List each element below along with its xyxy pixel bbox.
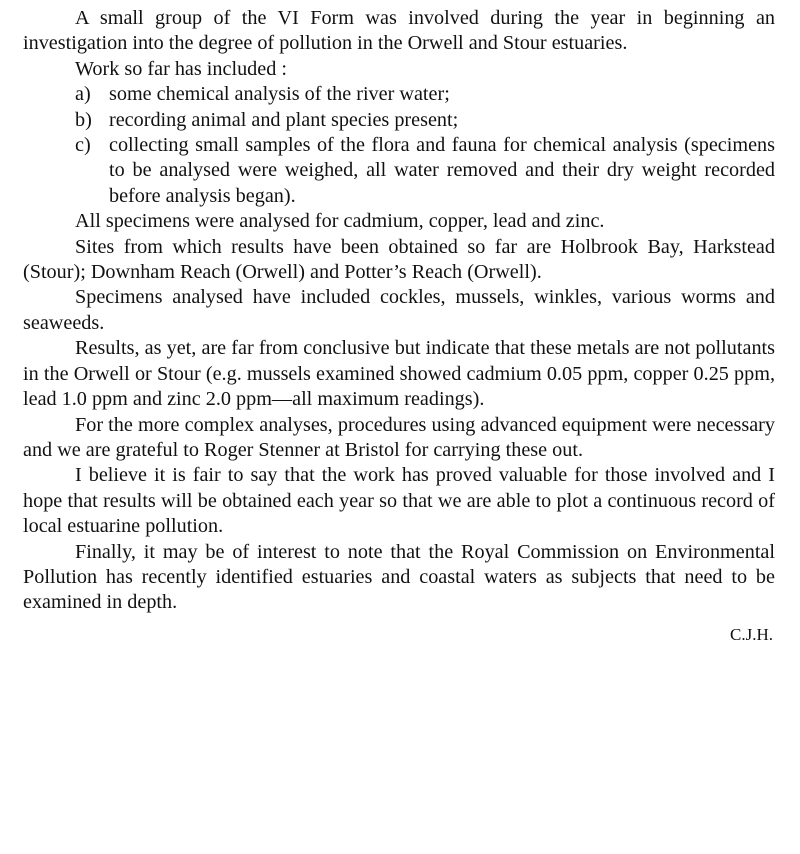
paragraph-specimens: Specimens analysed have included cockles, mussels, winkles, various worms and seaweeds. <box>23 286 775 334</box>
list-marker: c) <box>75 134 91 157</box>
paragraph-metals: All specimens were analysed for cadmium, copper, lead and zinc. <box>75 210 605 233</box>
author-signature: C.J.H. <box>730 624 773 644</box>
list-item <box>23 133 775 209</box>
list-item-text: collecting small samples of the flora and fauna for chemical analysis (specimens to be analysed were weighed, all water removed and their dry weight recorded before analysis began). <box>109 134 775 207</box>
document-page <box>23 6 775 647</box>
paragraph-sites: Sites from which results have been obtained so far are Holbrook Bay, Harkstead (Stour); Downham Reach (Orwell) and Potter’s Reach (Orwell). <box>23 235 775 284</box>
list-item-text: some chemical analysis of the river water; <box>109 83 450 106</box>
paragraph-royal-commission: Finally, it may be of interest to note that the Royal Commission on Environmental Pollution has recently identified estuaries and coastal waters as subjects that need to be examined in depth. <box>23 540 775 614</box>
paragraph-value: I believe it is fair to say that the work has proved valuable for those involved and I hope that results will be obtained each year so that we are able to plot a continuous record of local estuarine pollution. <box>23 464 775 538</box>
work-list <box>23 82 775 209</box>
work-intro: Work so far has included : <box>75 57 287 80</box>
paragraph-results: Results, as yet, are far from conclusive but indicate that these metals are not pollutants in the Orwell or Stour (e.g. mussels examined showed cadmium 0.05 ppm, copper 0.25 ppm, lead 1.0 ppm and zinc 2.0 ppm—all maximum readings). <box>23 337 775 411</box>
list-item <box>23 108 775 133</box>
intro-paragraph: A small group of the VI Form was involved during the year in beginning an investigation into the degree of pollution in the Orwell and Stour estuaries. <box>23 7 775 55</box>
list-item <box>23 82 775 107</box>
list-marker: a) <box>75 83 91 106</box>
paragraph-analyses: For the more complex analyses, procedures using advanced equipment were necessary and we are grateful to Roger Stenner at Bristol for carrying these out. <box>23 413 775 461</box>
list-marker: b) <box>75 108 92 131</box>
list-item-text: recording animal and plant species present; <box>109 108 459 131</box>
